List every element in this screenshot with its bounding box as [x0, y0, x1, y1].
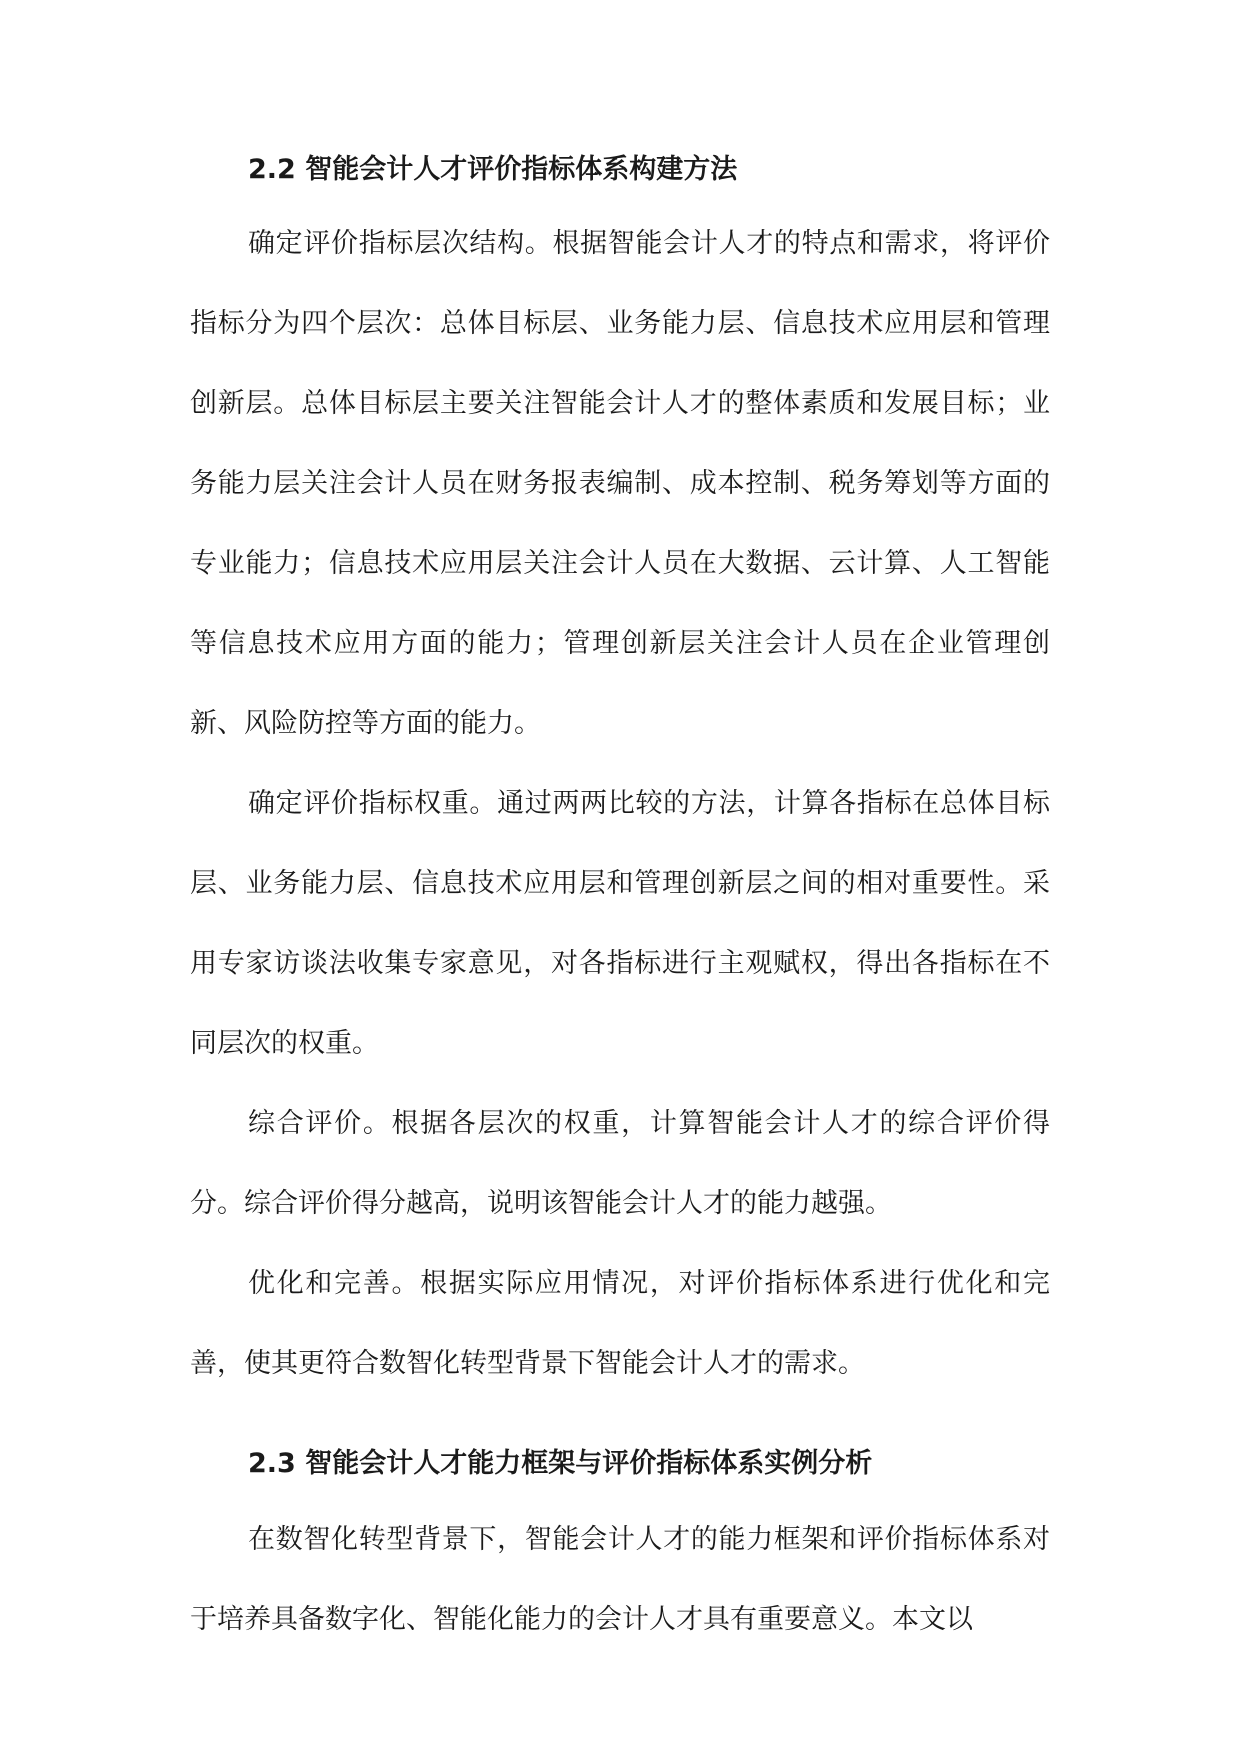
paragraph-optimization: 优化和完善。根据实际应用情况，对评价指标体系进行优化和完善，使其更符合数智化转型背景下智能会计人才的需求。	[190, 1268, 1050, 1379]
section-heading-2-3: 2.3 智能会计人才能力框架与评价指标体系实例分析	[248, 1448, 873, 1479]
section-spacer	[190, 1404, 1050, 1434]
paragraph-case-analysis-intro: 在数智化转型背景下，智能会计人才的能力框架和评价指标体系对于培养具备数字化、智能化能力的会计人才具有重要意义。本文以	[190, 1524, 1050, 1635]
paragraph-indicator-weights: 确定评价指标权重。通过两两比较的方法，计算各指标在总体目标层、业务能力层、信息技术应用层和管理创新层之间的相对重要性。采用专家访谈法收集专家意见，对各指标进行主观赋权，得出各指标在不同层次的权重。	[190, 788, 1050, 1059]
section-heading-2-2: 2.2 智能会计人才评价指标体系构建方法	[248, 154, 738, 185]
page-content	[190, 140, 1050, 1660]
paragraph-comprehensive-evaluation: 综合评价。根据各层次的权重，计算智能会计人才的综合评价得分。综合评价得分越高，说明该智能会计人才的能力越强。	[190, 1108, 1050, 1219]
paragraph-hierarchy-structure: 确定评价指标层次结构。根据智能会计人才的特点和需求，将评价指标分为四个层次：总体目标层、业务能力层、信息技术应用层和管理创新层。总体目标层主要关注智能会计人才的整体素质和发展目标；业务能力层关注会计人员在财务报表编制、成本控制、税务筹划等方面的专业能力；信息技术应用层关注会计人员在大数据、云计算、人工智能等信息技术应用方面的能力；管理创新层关注会计人员在企业管理创新、风险防控等方面的能力。	[190, 228, 1050, 739]
